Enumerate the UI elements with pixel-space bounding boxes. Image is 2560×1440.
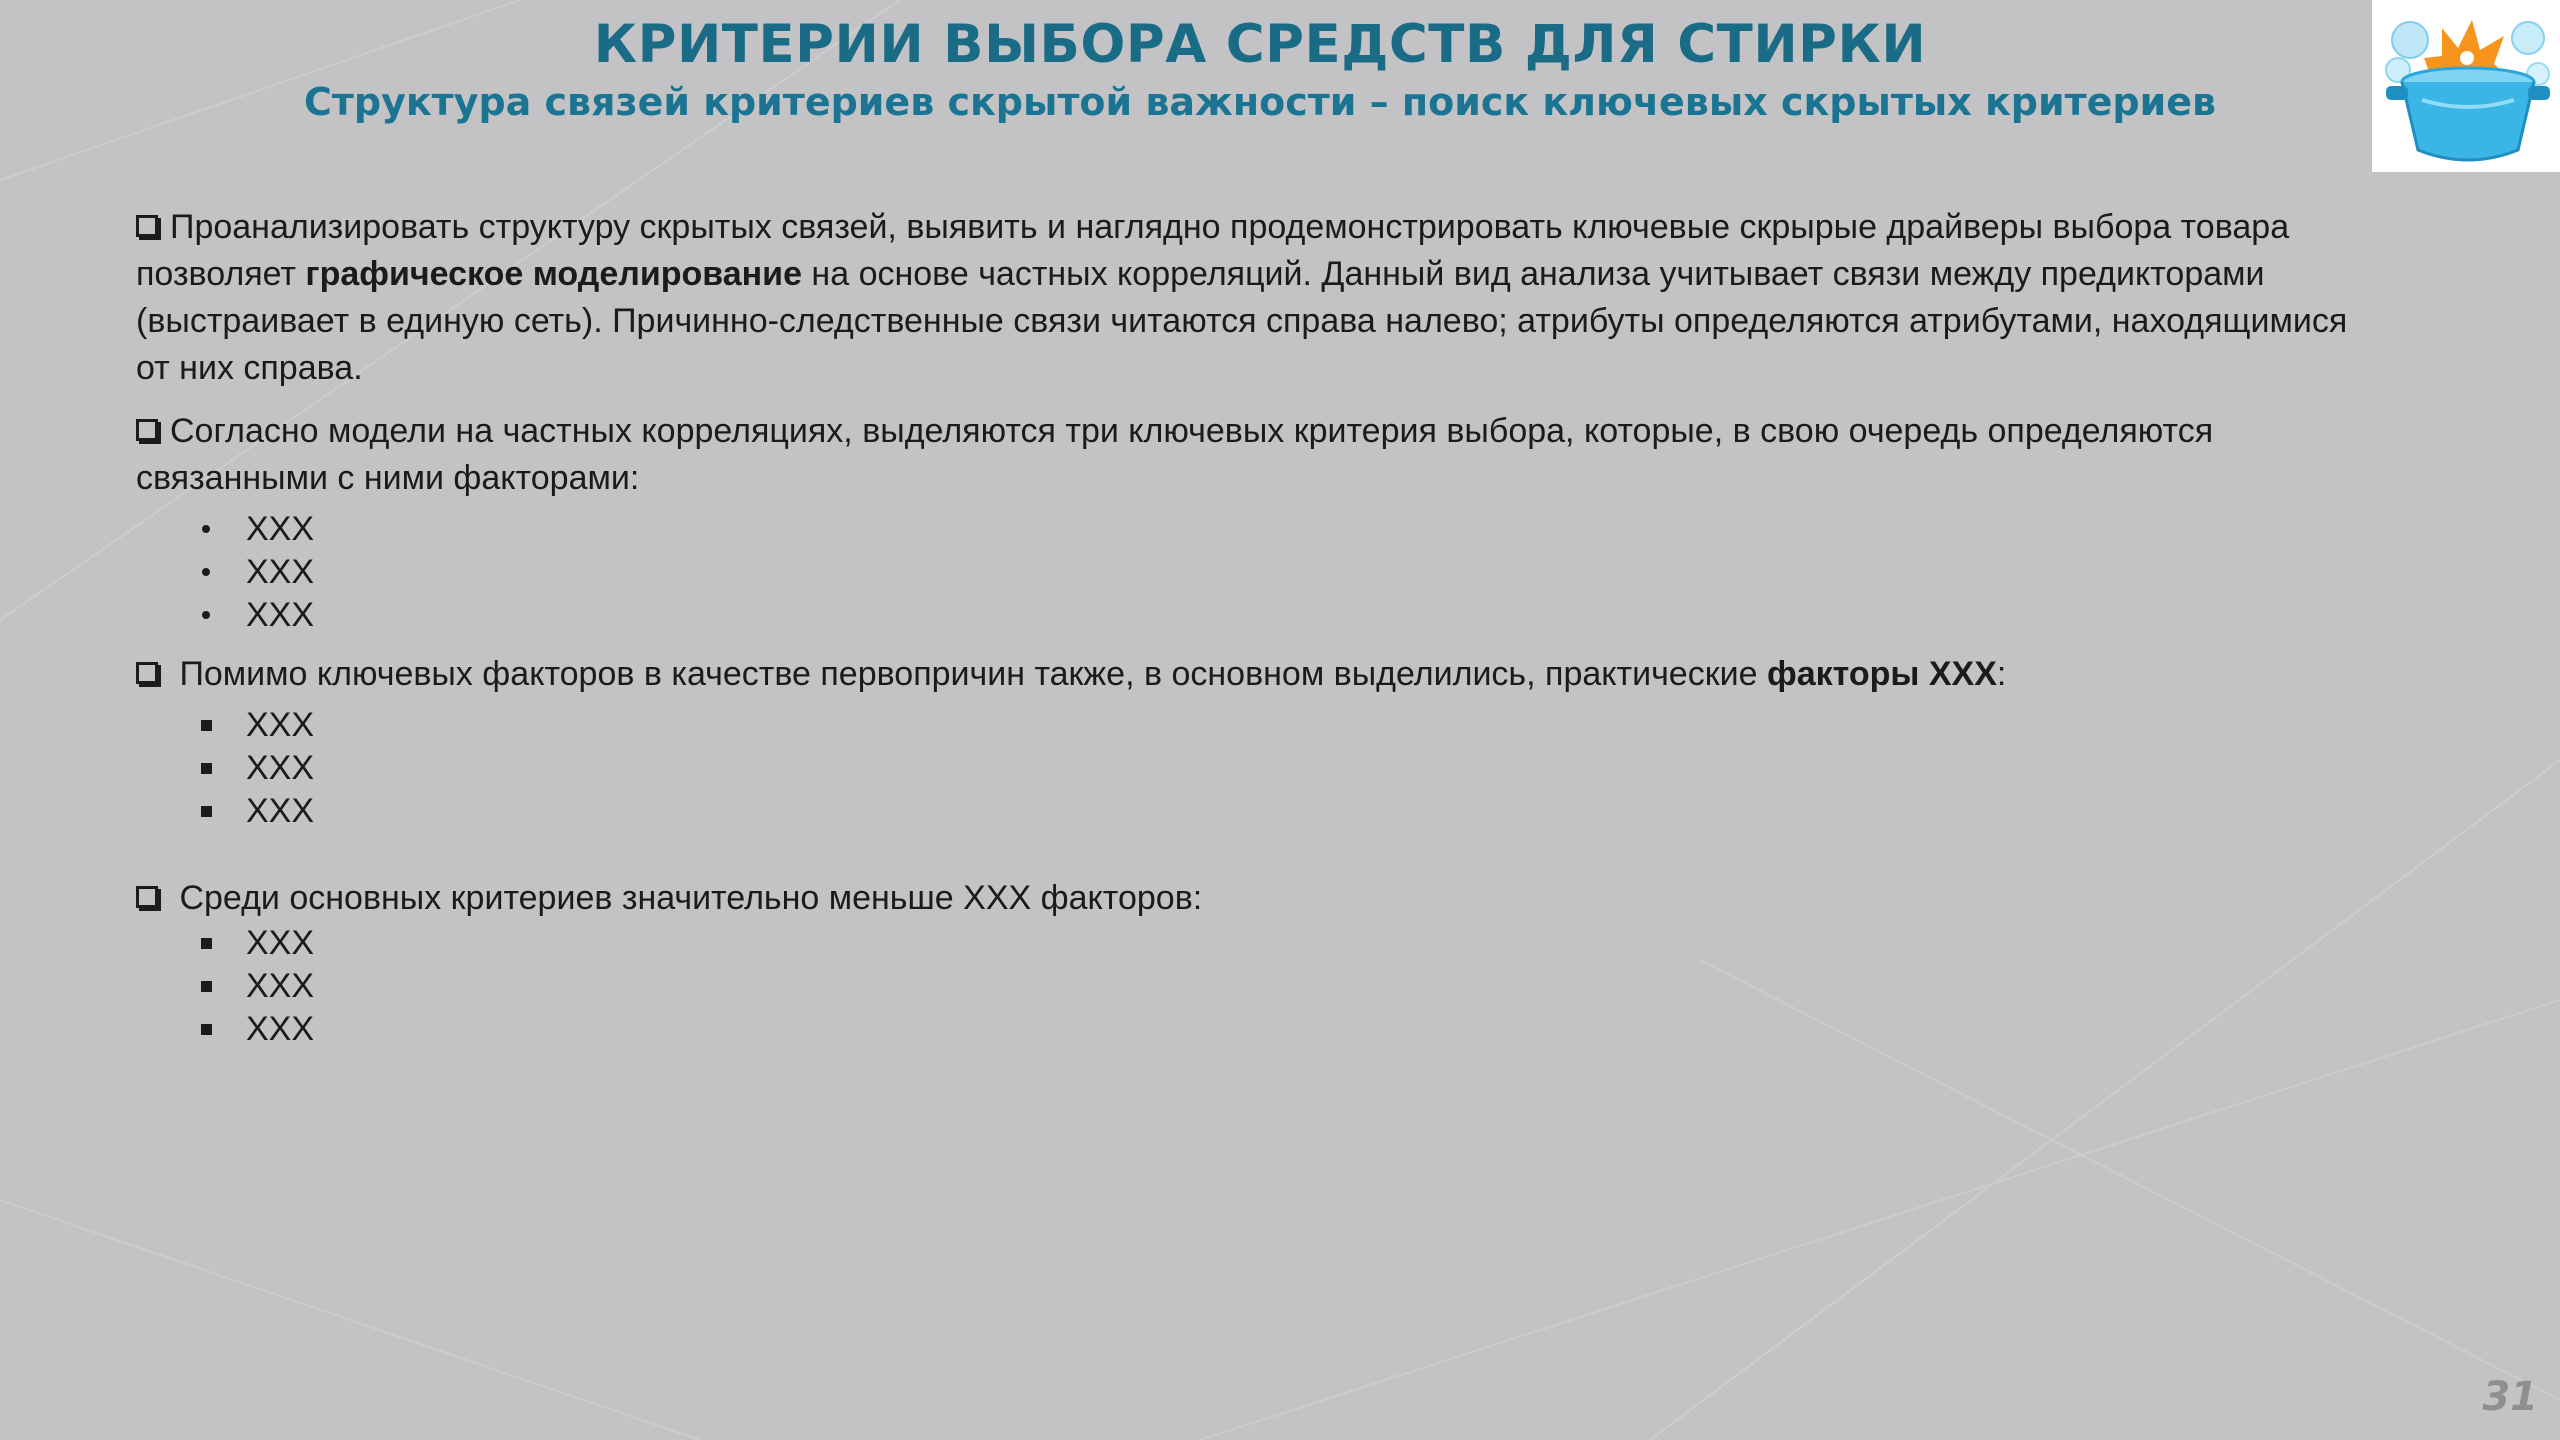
list-item-text: XXX	[246, 749, 315, 787]
bullet-list	[136, 922, 2356, 1051]
paragraph-text: Среди основных критериев значительно меньше XXX факторов:	[170, 879, 1203, 917]
list-item-text: XXX	[246, 510, 315, 548]
list-item-text: XXX	[246, 553, 315, 591]
list-item	[246, 508, 2356, 551]
bullet-dot-icon	[202, 568, 210, 576]
slide-subtitle: Структура связей критериев скрытой важности – поиск ключевых скрытых критериев	[303, 80, 2217, 124]
list-item-text: XXX	[246, 792, 315, 830]
list-item	[246, 704, 2356, 747]
bullet-square-icon	[201, 1024, 212, 1035]
bullet-dot-icon	[202, 611, 210, 619]
bullet-list	[136, 508, 2356, 637]
bullet-square-icon	[201, 938, 212, 949]
paragraph-bold: графическое моделирование	[305, 255, 802, 293]
list-item-text: XXX	[246, 924, 315, 962]
paragraph-practical-factors	[136, 651, 2356, 698]
list-item	[246, 922, 2356, 965]
paragraph-fewer-factors	[136, 875, 2356, 922]
paragraph-analysis	[136, 204, 2356, 392]
bullet-list	[136, 704, 2356, 833]
checkbox-icon	[136, 419, 158, 441]
bullet-square-icon	[201, 763, 212, 774]
list-item	[246, 965, 2356, 1008]
bullet-square-icon	[201, 806, 212, 817]
paragraph-text: Проанализировать структуру скрытых связей, выявить и наглядно продемонстрировать ключевые скрырые драйверы выбора товара позволяет	[136, 208, 2290, 293]
paragraph-text: на основе частных корреляций. Данный вид анализа учитывает связи между предикторами (выстраивает в единую сеть). Причинно-следственные связи читаются справа налево; атрибуты определяются атрибутами, находящимися от них справа.	[136, 255, 2348, 387]
list-item	[246, 551, 2356, 594]
slide-content	[136, 204, 2356, 1051]
list-item	[246, 594, 2356, 637]
bullet-dot-icon	[202, 525, 210, 533]
list-item	[246, 747, 2356, 790]
laundry-basin-icon	[2372, 0, 2560, 172]
checkbox-icon	[136, 662, 158, 684]
list-item	[246, 1008, 2356, 1051]
list-item-text: XXX	[246, 1010, 315, 1048]
paragraph-text: Помимо ключевых факторов в качестве первопричин также, в основном выделились, практические	[170, 655, 1767, 693]
slide-title: КРИТЕРИИ ВЫБОРА СРЕДСТВ ДЛЯ СТИРКИ	[593, 14, 1927, 75]
laundry-logo	[2372, 0, 2560, 172]
list-item-text: XXX	[246, 596, 315, 634]
paragraph-text: :	[1996, 655, 2007, 693]
list-item-text: XXX	[246, 706, 315, 744]
list-item-text: XXX	[246, 967, 315, 1005]
checkbox-icon	[136, 886, 158, 908]
checkbox-icon	[136, 215, 158, 237]
page-number: 31	[2482, 1374, 2538, 1420]
paragraph-key-criteria	[136, 408, 2356, 502]
bullet-square-icon	[201, 981, 212, 992]
paragraph-text: Согласно модели на частных корреляциях, выделяются три ключевых критерия выбора, которые, в свою очередь определяются связанными с ними факторами:	[136, 412, 2214, 497]
paragraph-bold: факторы XXX	[1766, 655, 1997, 693]
list-item	[246, 790, 2356, 833]
bullet-square-icon	[201, 720, 212, 731]
